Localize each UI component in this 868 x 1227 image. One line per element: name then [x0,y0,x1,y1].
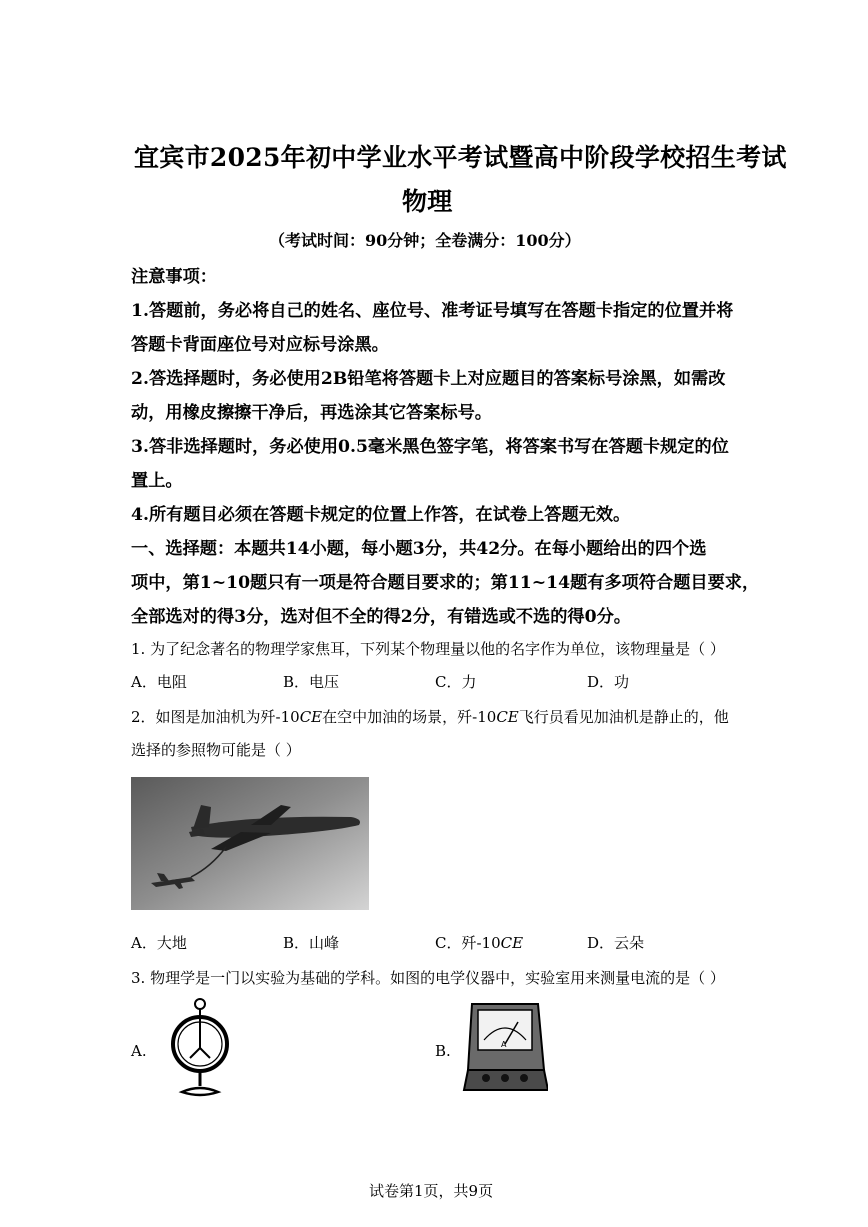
ammeter-icon [462,1000,548,1100]
svg-text:A: A [501,1040,507,1049]
question-2-stem-line2: 选择的参照物可能是（ ） [131,741,301,759]
q2-stem-part: 2．如图是加油机为歼-10 [131,708,300,726]
notice-line: 动，用橡皮擦擦干净后，再选涂其它答案标号。 [131,403,492,423]
refueling-photo [131,777,369,910]
q1-option-b: B．电压 [283,673,340,691]
q2-option-d: D．云朵 [587,934,645,952]
q1-option-c: C．力 [435,673,477,691]
notice-line: 2.答选择题时，务必使用2B铅笔将答题卡上对应题目的答案标号涂黑，如需改 [131,369,726,389]
notice-line: 4.所有题目必须在答题卡规定的位置上作答，在试卷上答题无效。 [131,505,631,525]
electroscope-icon [160,992,240,1100]
notice-heading: 注意事项： [131,267,217,287]
q1-option-d: D．功 [587,673,630,691]
q2-stem-part: 在空中加油的场景，歼-10 [322,708,497,726]
notice-line: 置上。 [131,471,183,491]
q2-option-b: B．山峰 [283,934,340,952]
exam-title: 宜宾市2025年初中学业水平考试暨高中阶段学校招生考试 [134,143,787,172]
q2-stem-part: 飞行员看见加油机是静止的，他 [518,708,729,726]
q2-option-c-text: C．歼-10 [435,934,501,952]
exam-info: （考试时间：90分钟；全卷满分：100分） [269,231,581,250]
q3-option-a: A. [131,1042,147,1060]
q2-stem-italic: CE [496,708,519,726]
section-heading-line: 全部选对的得3分，选对但不全的得2分，有错选或不选的得0分。 [131,607,631,627]
section-heading-line: 一、选择题：本题共14小题，每小题3分，共42分。在每小题给出的四个选 [131,539,707,559]
notice-line: 3.答非选择题时，务必使用0.5毫米黑色签字笔，将答案书写在答题卡规定的位 [131,437,729,457]
q2-option-c [435,932,523,953]
notice-line: 1.答题前，务必将自己的姓名、座位号、准考证号填写在答题卡指定的位置并将 [131,301,734,321]
question-1-stem: 1. 为了纪念著名的物理学家焦耳，下列某个物理量以他的名字作为单位，该物理量是（ ） [131,640,725,658]
question-2-stem [131,706,729,727]
section-heading-line: 项中，第1~10题只有一项是符合题目要求的；第11~14题有多项符合题目要求， [131,573,760,593]
q1-option-a: A．电阻 [131,673,187,691]
q2-stem-italic: CE [299,708,323,726]
subject-title: 物理 [402,187,453,216]
q2-option-a: A．大地 [131,934,187,952]
q2-option-c-italic: CE [500,934,524,952]
notice-line: 答题卡背面座位号对应标号涂黑。 [131,335,389,355]
question-3-stem: 3. 物理学是一门以实验为基础的学科。如图的电学仪器中，实验室用来测量电流的是（ ） [131,969,725,987]
page-footer: 试卷第1页，共9页 [369,1182,494,1200]
q3-option-b: B. [435,1042,451,1060]
